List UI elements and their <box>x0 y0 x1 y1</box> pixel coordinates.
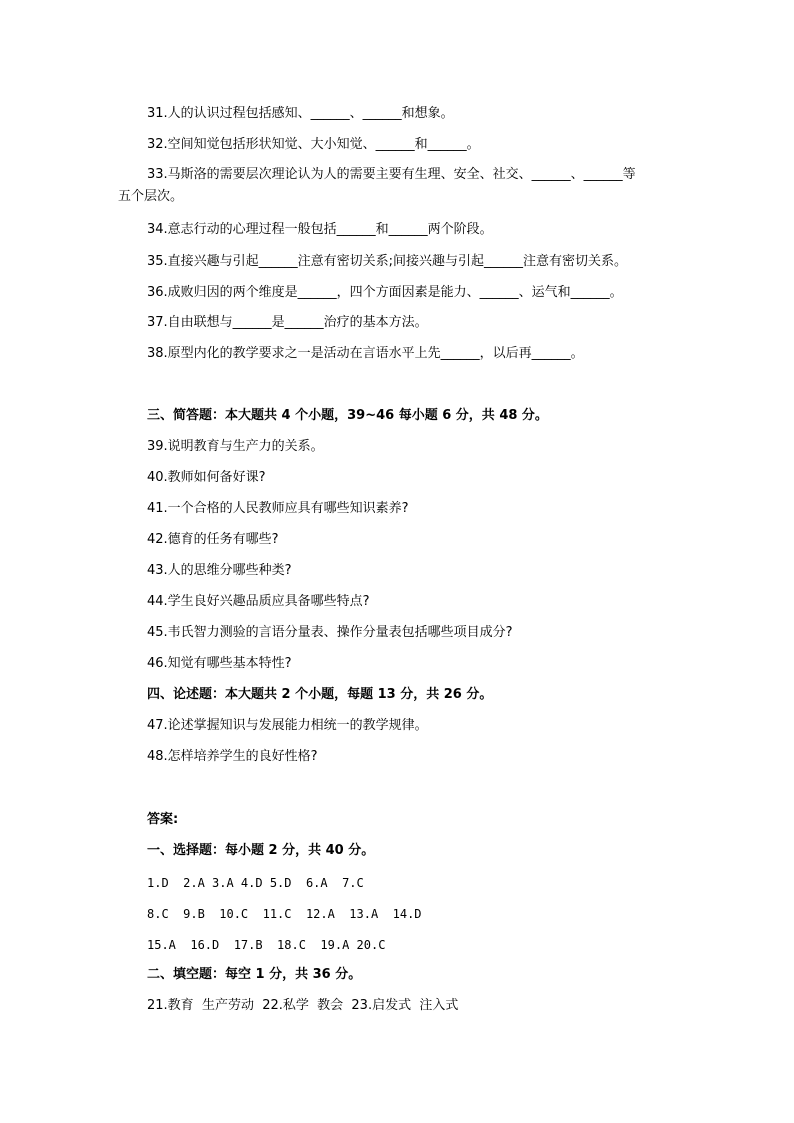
choice-answers-line: 8.C 9.B 10.C 11.C 12.A 13.A 14.D <box>147 907 422 921</box>
choice-answers-line: 15.A 16.D 17.B 18.C 19.A 20.C <box>147 938 386 952</box>
question-43: 43.人的思维分哪些种类? <box>147 563 292 578</box>
fill-question-33-cont: 五个层次。 <box>118 189 184 204</box>
choice-answers-line: 1.D 2.A 3.A 4.D 5.D 6.A 7.C <box>147 876 364 890</box>
section4-heading: 四、论述题：本大题共 2 个小题，每题 13 分，共 26 分。 <box>147 687 493 702</box>
answers-title: 答案: <box>147 812 179 827</box>
fill-question-36: 36.成败归因的两个维度是______，四个方面因素是能力、______、运气和______。 <box>147 285 623 300</box>
question-40: 40.教师如何备好课? <box>147 470 266 485</box>
fill-question-33: 33.马斯洛的需要层次理论认为人的需要主要有生理、安全、社交、______、______等 <box>147 167 636 182</box>
fill-question-34: 34.意志行动的心理过程一般包括______和______两个阶段。 <box>147 222 493 237</box>
question-39: 39.说明教育与生产力的关系。 <box>147 439 324 454</box>
question-41: 41.一个合格的人民教师应具有哪些知识素养? <box>147 501 409 516</box>
fill-answers-heading: 二、填空题：每空 1 分，共 36 分。 <box>147 967 362 982</box>
question-48: 48.怎样培养学生的良好性格? <box>147 749 318 764</box>
section3-heading: 三、简答题：本大题共 4 个小题，39~46 每小题 6 分，共 48 分。 <box>147 408 548 423</box>
fill-answers-line: 21.教育 生产劳动 22.私学 教会 23.启发式 注入式 <box>147 998 459 1013</box>
fill-question-31: 31.人的认识过程包括感知、______、______和想象。 <box>147 106 454 121</box>
question-44: 44.学生良好兴趣品质应具备哪些特点? <box>147 594 370 609</box>
question-45: 45.韦氏智力测验的言语分量表、操作分量表包括哪些项目成分? <box>147 625 513 640</box>
fill-question-37: 37.自由联想与______是______治疗的基本方法。 <box>147 315 428 330</box>
fill-question-32: 32.空间知觉包括形状知觉、大小知觉、______和______。 <box>147 137 480 152</box>
question-46: 46.知觉有哪些基本特性? <box>147 656 292 671</box>
choice-answers-heading: 一、选择题：每小题 2 分，共 40 分。 <box>147 843 375 858</box>
fill-question-35: 35.直接兴趣与引起______注意有密切关系;间接兴趣与引起______注意有密切关系。 <box>147 254 628 269</box>
question-42: 42.德育的任务有哪些? <box>147 532 279 547</box>
question-47: 47.论述掌握知识与发展能力相统一的教学规律。 <box>147 718 428 733</box>
fill-question-38: 38.原型内化的教学要求之一是活动在言语水平上先______，以后再______。 <box>147 346 584 361</box>
